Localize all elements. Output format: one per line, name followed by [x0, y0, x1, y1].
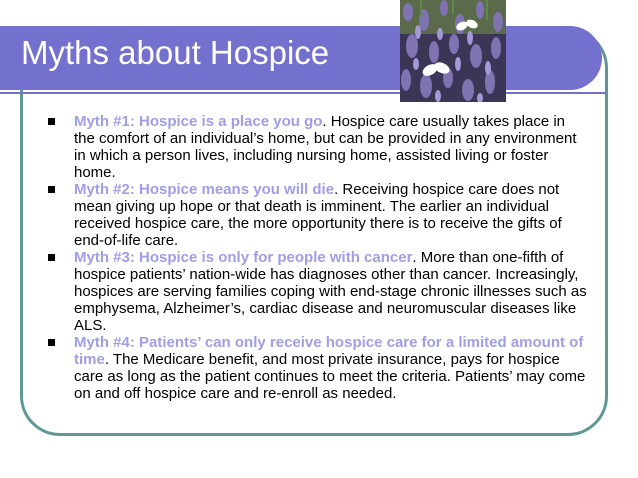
- lavender-butterfly-photo: [400, 0, 506, 102]
- slide-title: Myths about Hospice: [21, 34, 330, 71]
- bullet-icon: [48, 186, 55, 193]
- list-item-myth-2: [48, 181, 590, 249]
- bullet-icon: [48, 254, 55, 261]
- bullet-icon: [48, 339, 55, 346]
- myth-heading: Myth #1: Hospice is a place you go: [74, 113, 323, 130]
- myth-body: . Receiving hospice care does not mean giving up hope or that death is imminent. The earlier an individual received hospice care, the more opportunity there is to receive the gifts of end-of-life care.: [74, 181, 562, 249]
- myth-heading: Myth #4: Patients’ can only receive hospice care for a limited amount of time: [74, 334, 584, 368]
- myth-list: [48, 113, 590, 402]
- myth-heading: Myth #3: Hospice is only for people with cancer: [74, 249, 413, 266]
- title-underline: [0, 92, 606, 94]
- myth-body: . Hospice care usually takes place in the comfort of an individual’s home, but can be provided in any environment in which a person lives, including nursing home, assisted living or foster home.: [74, 113, 577, 181]
- myth-heading: Myth #2: Hospice means you will die: [74, 181, 335, 198]
- list-item-myth-4: [48, 334, 590, 402]
- myth-body: . More than one-fifth of hospice patients’ nation-wide has diagnoses other than cancer. Increasingly, hospices are serving families coping with end-stage chronic illnesses such as emphysema, Alzheimer’s, cardiac disease and neuromuscular diseases like ALS.: [74, 249, 587, 334]
- list-item-myth-1: [48, 113, 590, 181]
- bullet-icon: [48, 118, 55, 125]
- flower-photo-image: [400, 0, 506, 102]
- list-item-myth-3: [48, 249, 590, 334]
- myth-body: . The Medicare benefit, and most private insurance, pays for hospice care as long as the patient continues to meet the criteria. Patients’ may come on and off hospice care and re-enroll as needed.: [74, 351, 586, 402]
